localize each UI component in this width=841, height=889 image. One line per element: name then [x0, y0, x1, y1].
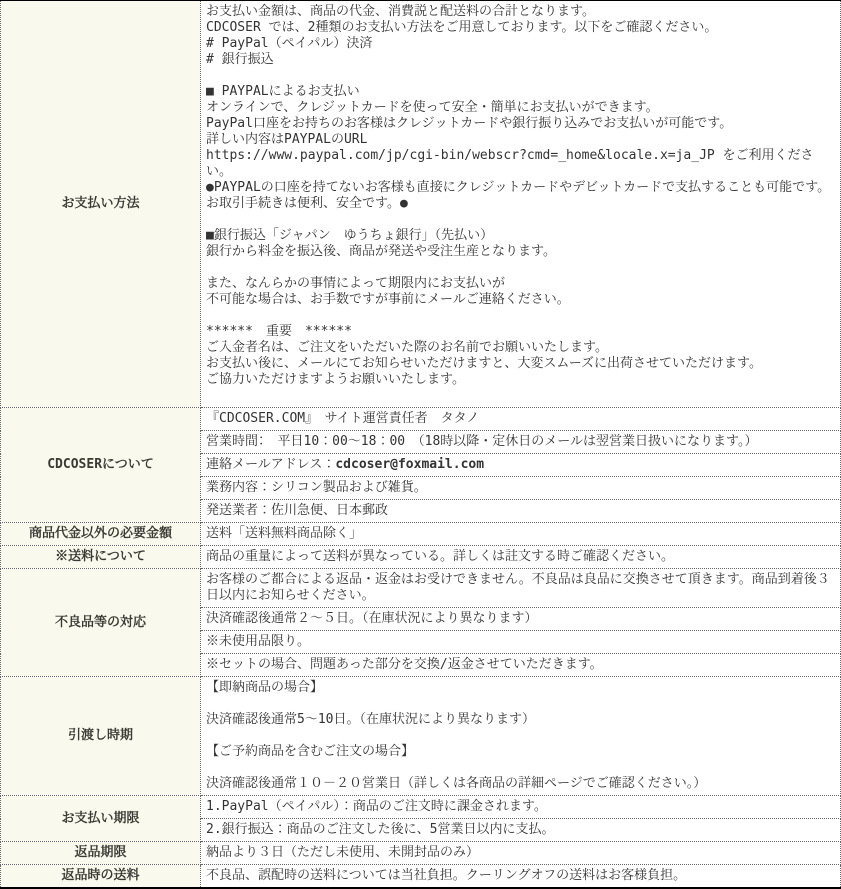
cell-paypal-deadline: 1.PayPal（ペイパル）：商品のご注文時に課金されます。 [201, 796, 841, 819]
row-delivery-time [1, 677, 841, 796]
header-about-shipping-fee: ※送料について [1, 546, 201, 569]
cell-contact-email [201, 454, 841, 477]
row-about-cdcoser [1, 408, 841, 431]
text-line: お支払い後に、メールにてお知らせいただけますと、大変スムーズに出荷させていただけます。 [206, 356, 763, 371]
row-return-shipping [1, 865, 841, 889]
row-payment-method [1, 1, 841, 408]
row-return-deadline [1, 842, 841, 865]
text-line: 不可能な場合は、お手数ですが事前にメールご連絡ください。 [206, 292, 570, 307]
contact-email-address: cdcoser@foxmail.com [335, 457, 485, 472]
text-line: ****** 重要 ****** [206, 324, 352, 339]
cell-exchange-time: 決済確認後通常２～５日。（在庫状況により異なります） [201, 608, 841, 631]
cell-about-shipping-fee: 商品の重量によって送料が異なっている。詳しくは註文する時ご確認ください。 [201, 546, 841, 569]
text-line: 決済確認後通常１０－２０営業日（詳しくは各商品の詳細ページでご確認ください。） [206, 776, 707, 791]
text-line: ●PAYPALの口座を持てないお客様も直接にクレジットカードやデビットカードで支払することも可能です。 [206, 180, 831, 195]
header-extra-fees: 商品代金以外の必要金額 [1, 523, 201, 546]
cell-business-description: 業務内容：シリコン製品および雑貨。 [201, 477, 841, 500]
cell-set-exchange: ※セットの場合、問題あった部分を交換/返金させていただきます。 [201, 654, 841, 677]
cell-return-policy: お客様のご都合による返品・返金はお受けできません。不良品は良品に交換させて頂きます。商品到着後３日以内にお知らせください。 [201, 569, 841, 608]
text-line: 【即納商品の場合】 [206, 680, 324, 695]
row-extra-fees [1, 523, 841, 546]
header-about-cdcoser: CDCOSERについて [1, 408, 201, 523]
cell-bank-deadline: 2.銀行振込：商品のご注文した後に、5営業日以内に支払。 [201, 819, 841, 842]
text-line [206, 728, 837, 744]
cell-extra-fees: 送料「送料無料商品除く」 [201, 523, 841, 546]
text-line: PayPal口座をお持ちのお客様はクレジットカードや銀行振り込みでお支払いが可能です。 [206, 116, 733, 131]
text-line: # 銀行振込 [206, 52, 274, 67]
text-line [206, 260, 837, 276]
text-line: また、なんらかの事情によって期限内にお支払いが [206, 276, 506, 291]
cell-payment-method [201, 1, 841, 408]
row-defective-items [1, 569, 841, 608]
header-defective-items: 不良品等の対応 [1, 569, 201, 677]
header-payment-method: お支払い方法 [1, 1, 201, 408]
cell-shipping-carrier: 発送業者：佐川急便、日本郵政 [201, 500, 841, 523]
cell-return-shipping: 不良品、誤配時の送料については当社負担。クーリングオフの送料はお客様負担。 [201, 865, 841, 889]
text-line [206, 212, 837, 228]
text-line: https://www.paypal.com/jp/cgi-bin/webscr?cmd=_home&locale.x=ja_JP をご利用ください。 [206, 148, 814, 179]
text-line: お取引手続きは便利、安全です。● [206, 196, 408, 211]
text-line [206, 68, 837, 84]
text-line: お支払い金額は、商品の代金、消費説と配送料の合計となります。 [206, 4, 595, 19]
cell-return-deadline: 納品より３日（ただし未使用、未開封品のみ） [201, 842, 841, 865]
header-return-deadline: 返品期限 [1, 842, 201, 865]
row-payment-deadline [1, 796, 841, 819]
cell-unused-only: ※未使用品限り。 [201, 631, 841, 654]
header-delivery-time: 引渡し時期 [1, 677, 201, 796]
text-line: ご協力いただけますようお願いいたします。 [206, 372, 465, 387]
cell-site-operator: 『CDCOSER.COM』 サイト運営責任者 タタノ [201, 408, 841, 431]
text-line: ご入金者名は、ご注文をいただいた際のお名前でお願いいたします。 [206, 340, 608, 355]
text-line: 詳しい内容はPAYPALのURL [206, 132, 368, 147]
cell-business-hours: 営業時間： 平日10：00～18：00 （18時以降・定休日のメールは翌営業日扱いになります。） [201, 431, 841, 454]
text-line [206, 696, 837, 712]
text-line: オンラインで、クレジットカードを使って安全・簡単にお支払いができます。 [206, 100, 659, 115]
text-line: 銀行から料金を振込後、商品が発送や受注生産となります。 [206, 244, 556, 259]
text-line: # PayPal（ペイパル）決済 [206, 36, 373, 51]
cell-delivery-time [201, 677, 841, 796]
text-line: ■銀行振込「ジャパン ゆうちょ銀行」（先払い） [206, 228, 494, 243]
text-line [206, 388, 837, 404]
contact-email-label: 連絡メールアドレス： [206, 457, 336, 472]
text-line: CDCOSER では、2種類のお支払い方法をご用意しております。以下をご確認ください。 [206, 20, 718, 35]
header-return-shipping: 返品時の送料 [1, 865, 201, 889]
text-line: ■ PAYPALによるお支払い [206, 84, 360, 99]
text-line [206, 760, 837, 776]
text-line [206, 308, 837, 324]
header-payment-deadline: お支払い期限 [1, 796, 201, 842]
row-about-shipping-fee [1, 546, 841, 569]
text-line: 【ご予約商品を含むご注文の場合】 [206, 744, 415, 759]
text-line: 決済確認後通常5～10日。（在庫状況により異なります） [206, 712, 535, 727]
